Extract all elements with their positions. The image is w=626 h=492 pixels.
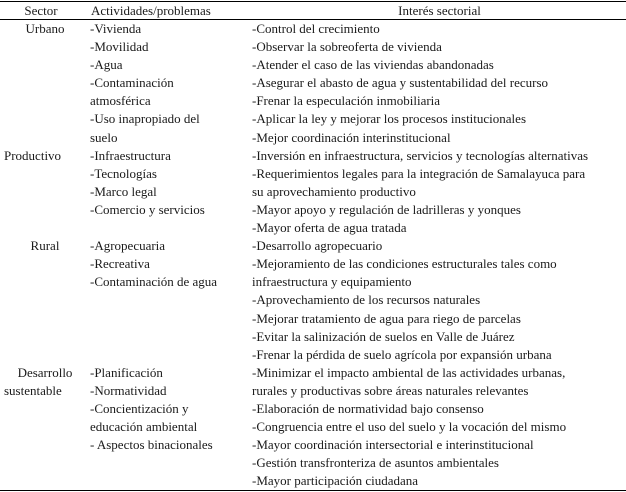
activity-line: educación ambiental — [90, 419, 198, 435]
interest-line: rurales y productivas sobre áreas naturales relevantes — [252, 382, 529, 398]
interest-line: -Minimizar el impacto ambiental de las actividades urbanas, — [252, 364, 566, 380]
header-interest: Interés sectorial — [398, 3, 481, 18]
header-activities: Actividades/problemas — [91, 3, 211, 18]
header-sector: Sector — [24, 3, 58, 18]
activities-cell — [90, 237, 252, 291]
interest-line: -Aprovechamiento de los recursos naturales — [252, 292, 481, 308]
interest-line: -Mejor coordinación interinstitucional — [252, 129, 451, 145]
interest-line: infraestructura y equipamiento — [252, 274, 412, 290]
activity-line: -Vivienda — [90, 21, 142, 36]
table-row — [0, 147, 626, 237]
sector-label: sustentable — [4, 382, 62, 398]
interest-line: -Mayor coordinación intersectorial e interinstitucional — [252, 437, 534, 453]
interest-line: -Frenar la pérdida de suelo agrícola por expansión urbana — [252, 346, 552, 362]
interest-cell — [252, 147, 626, 237]
activity-line: -Agropecuaria — [90, 238, 166, 254]
activity-line: -Comercio y servicios — [90, 201, 205, 217]
activity-line: -Uso inapropiado del — [90, 111, 200, 127]
interest-line: -Mayor oferta de agua tratada — [252, 220, 407, 236]
activity-line: -Contaminación de agua — [90, 274, 218, 290]
interest-line: -Mejorar tratamiento de agua para riego de parcelas — [252, 310, 521, 326]
interest-cell — [252, 237, 626, 364]
interest-line: -Evitar la salinización de suelos en Valle de Juárez — [252, 328, 515, 344]
activity-line: -Planificación — [90, 364, 163, 380]
activity-line: -Contaminación — [90, 75, 174, 91]
activity-line: -Movilidad — [90, 39, 149, 55]
interest-line: -Frenar la especulación inmobiliaria — [252, 93, 441, 109]
sector-cell — [0, 364, 90, 400]
activity-line: -Recreativa — [90, 256, 150, 272]
interest-line: -Aplicar la ley y mejorar los procesos institucionales — [252, 111, 527, 127]
sector-cell — [0, 20, 90, 38]
interest-cell — [252, 364, 626, 491]
interest-line: -Gestión transfronteriza de asuntos ambientales — [252, 455, 499, 471]
sector-label: Rural — [30, 238, 60, 254]
interest-line: -Desarrollo agropecuario — [252, 238, 383, 254]
activities-cell — [90, 147, 252, 219]
activity-line: -Marco legal — [90, 183, 157, 199]
activity-line: - Aspectos binacionales — [90, 437, 213, 453]
interest-line: -Atender el caso de las viviendas abandonadas — [252, 57, 494, 73]
activity-line: -Agua — [90, 57, 123, 73]
interest-line: -Asegurar el abasto de agua y sustentabilidad del recurso — [252, 75, 549, 91]
sector-label: Productivo — [4, 147, 62, 163]
sector-cell — [0, 237, 90, 255]
interest-line: -Congruencia entre el uso del suelo y la vocación del mismo — [252, 419, 567, 435]
activity-line: suelo — [90, 129, 118, 145]
activity-line: -Tecnologías — [90, 165, 157, 181]
interest-line: -Mejoramiento de las condiciones estructurales tales como — [252, 256, 557, 272]
activity-line: atmosférica — [90, 93, 151, 109]
interest-line: -Observar la sobreoferta de vivienda — [252, 39, 442, 55]
activities-cell — [90, 20, 252, 147]
bottom-rule — [0, 490, 626, 491]
table-body — [0, 20, 626, 490]
sector-cell — [0, 147, 90, 165]
interest-line: su aprovechamiento productivo — [252, 183, 416, 199]
activity-line: -Normatividad — [90, 382, 167, 398]
interest-line: -Mayor apoyo y regulación de ladrilleras y yonques — [252, 201, 521, 217]
table-row — [0, 364, 626, 491]
interest-line: -Requerimientos legales para la integración de Samalayuca para — [252, 165, 586, 181]
activity-line: -Infraestructura — [90, 147, 171, 163]
interest-line: -Inversión en infraestructura, servicios y tecnologías alternativas — [252, 147, 589, 163]
interest-cell — [252, 20, 626, 147]
sector-label: Desarrollo — [17, 364, 73, 380]
activity-line: -Concientización y — [90, 400, 189, 416]
table-row — [0, 237, 626, 364]
table-row — [0, 20, 626, 147]
interest-line: -Mayor participación ciudadana — [252, 473, 419, 489]
interest-line: -Control del crecimiento — [252, 21, 380, 36]
interest-line: -Elaboración de normatividad bajo consenso — [252, 400, 484, 416]
activities-cell — [90, 364, 252, 454]
sector-label: Urbano — [25, 21, 65, 36]
